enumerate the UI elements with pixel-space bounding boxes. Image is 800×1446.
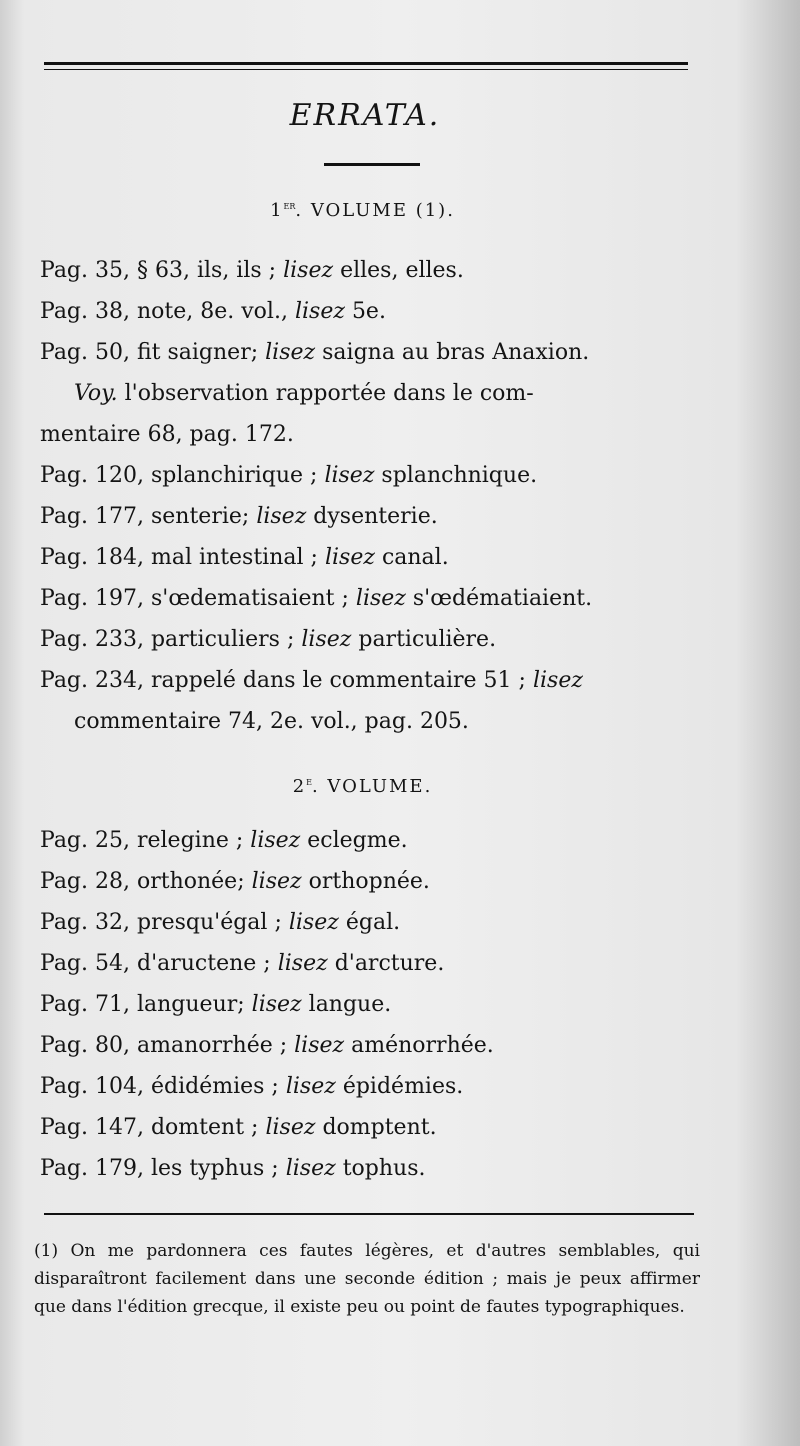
errata-entry bbox=[40, 496, 704, 537]
lisez-label: lisez bbox=[277, 951, 328, 976]
entry-correction: l'observation rapportée dans le com- bbox=[124, 381, 534, 406]
entry-correction: s'œdématiaient. bbox=[412, 586, 593, 611]
entry-reference: Pag. 120, splanchirique ; bbox=[40, 463, 318, 488]
entry-continuation: mentaire 68, pag. 172. bbox=[40, 422, 294, 447]
entry-correction: particulière. bbox=[358, 627, 497, 652]
errata-entry bbox=[40, 820, 704, 861]
lisez-label: lisez bbox=[294, 299, 345, 324]
entry-reference: Pag. 179, les typhus ; bbox=[40, 1156, 279, 1181]
entry-correction: orthopnée. bbox=[308, 869, 430, 894]
lisez-label: lisez bbox=[283, 258, 334, 283]
errata-entry bbox=[40, 861, 704, 902]
errata-entry bbox=[40, 902, 704, 943]
lisez-label: lisez bbox=[301, 627, 352, 652]
entry-reference: Pag. 197, s'œdematisaient ; bbox=[40, 586, 349, 611]
lisez-label: lisez bbox=[256, 504, 307, 529]
errata-entry bbox=[40, 984, 704, 1025]
entry-correction: elles, elles. bbox=[340, 258, 464, 283]
entry-correction: aménorrhée. bbox=[351, 1033, 494, 1058]
errata-entry bbox=[40, 250, 704, 291]
entry-correction: 5e. bbox=[351, 299, 386, 324]
entry-correction: saigna au bras Anaxion. bbox=[322, 340, 590, 365]
lisez-label: lisez bbox=[532, 668, 583, 693]
entry-reference: Pag. 147, domtent ; bbox=[40, 1115, 259, 1140]
entry-correction: eclegme. bbox=[307, 828, 408, 853]
entry-correction: d'arcture. bbox=[334, 951, 445, 976]
entry-reference: Pag. 38, note, 8e. vol., bbox=[40, 299, 288, 324]
entry-reference: Pag. 28, orthonée; bbox=[40, 869, 245, 894]
volume-2-heading bbox=[0, 774, 725, 797]
top-double-rule bbox=[44, 62, 688, 70]
footnote: (1) On me pardonnera ces fautes légères, et d'autres semblables, qui disparaîtront facilement dans une seconde édition ; mais je peux affirmer que dans l'édition grecque, il existe peu ou point de fautes typographiques. bbox=[34, 1241, 700, 1317]
errata-entry bbox=[40, 660, 704, 742]
lisez-label: lisez bbox=[265, 340, 316, 365]
volume-1-ordinal-suffix: er bbox=[283, 198, 296, 212]
entry-reference: Pag. 54, d'aructene ; bbox=[40, 951, 271, 976]
lisez-label: lisez bbox=[288, 910, 339, 935]
entry-reference: Pag. 104, édidémies ; bbox=[40, 1074, 279, 1099]
entry-reference: Pag. 234, rappelé dans le commentaire 51 ; bbox=[40, 668, 526, 693]
volume-1-label: . VOLUME (1). bbox=[295, 200, 455, 221]
lisez-label: lisez bbox=[355, 586, 406, 611]
volume-2-ordinal: 2 bbox=[292, 776, 307, 797]
entry-reference: Pag. 35, § 63, ils, ils ; bbox=[40, 258, 277, 283]
errata-entry bbox=[40, 1148, 704, 1189]
volume-1-heading bbox=[0, 198, 725, 221]
lisez-label: lisez bbox=[251, 869, 302, 894]
entry-reference: Pag. 25, relegine ; bbox=[40, 828, 244, 853]
lisez-label: lisez bbox=[285, 1156, 336, 1181]
volume-2-ordinal-suffix: e bbox=[306, 774, 312, 788]
page-title: ERRATA. bbox=[289, 98, 441, 133]
errata-entry bbox=[40, 537, 704, 578]
errata-entry bbox=[40, 1107, 704, 1148]
entry-correction: domptent. bbox=[322, 1115, 437, 1140]
lisez-label: lisez bbox=[324, 463, 375, 488]
entry-correction: dysenterie. bbox=[313, 504, 438, 529]
entry-correction: splanchnique. bbox=[381, 463, 538, 488]
entry-correction: langue. bbox=[308, 992, 392, 1017]
entry-reference: Pag. 80, amanorrhée ; bbox=[40, 1033, 288, 1058]
entry-correction: égal. bbox=[345, 910, 401, 935]
errata-entry bbox=[40, 373, 704, 455]
title-rule bbox=[324, 163, 420, 166]
volume-1-ordinal: 1 bbox=[270, 200, 284, 221]
volume-2-entries bbox=[40, 820, 704, 1189]
volume-1-entries bbox=[40, 250, 704, 742]
errata-entry bbox=[40, 1066, 704, 1107]
entry-reference: Pag. 50, fit saigner; bbox=[40, 340, 259, 365]
entry-reference: Pag. 71, langueur; bbox=[40, 992, 245, 1017]
entry-reference: Pag. 177, senterie; bbox=[40, 504, 250, 529]
errata-entry bbox=[40, 332, 704, 373]
errata-entry bbox=[40, 578, 704, 619]
errata-entry bbox=[40, 619, 704, 660]
entry-reference: Pag. 32, presqu'égal ; bbox=[40, 910, 282, 935]
errata-entry bbox=[40, 943, 704, 984]
entry-correction: tophus. bbox=[342, 1156, 426, 1181]
errata-entry bbox=[40, 291, 704, 332]
lisez-label: lisez bbox=[285, 1074, 336, 1099]
errata-entry bbox=[40, 455, 704, 496]
entry-reference: Voy. bbox=[74, 381, 118, 406]
lisez-label: lisez bbox=[265, 1115, 316, 1140]
entry-correction: épidémies. bbox=[342, 1074, 464, 1099]
errata-entry bbox=[40, 1025, 704, 1066]
lisez-label: lisez bbox=[324, 545, 375, 570]
entry-reference: Pag. 184, mal intestinal ; bbox=[40, 545, 318, 570]
footnote-rule bbox=[44, 1213, 694, 1215]
entry-correction: canal. bbox=[381, 545, 449, 570]
entry-continuation: commentaire 74, 2e. vol., pag. 205. bbox=[74, 709, 469, 734]
entry-reference: Pag. 233, particuliers ; bbox=[40, 627, 295, 652]
lisez-label: lisez bbox=[250, 828, 301, 853]
volume-2-label: . VOLUME. bbox=[311, 776, 433, 797]
lisez-label: lisez bbox=[294, 1033, 345, 1058]
lisez-label: lisez bbox=[251, 992, 302, 1017]
